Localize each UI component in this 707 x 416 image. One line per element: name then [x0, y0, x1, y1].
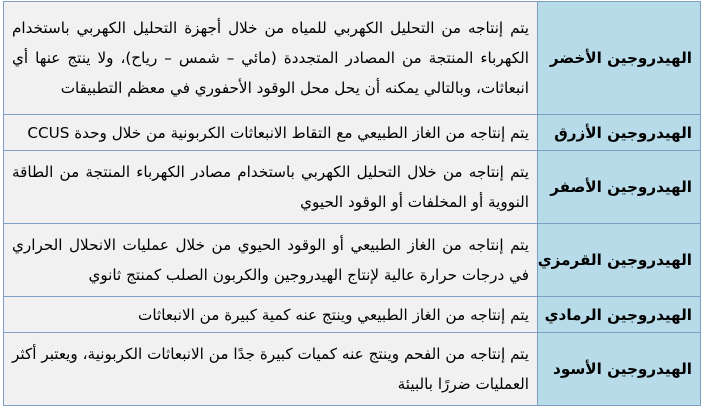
term-green-hydrogen: الهيدروجين الأخضر: [538, 2, 701, 115]
term-yellow-hydrogen: الهيدروجين الأصفر: [538, 151, 701, 224]
desc-black-hydrogen: يتم إنتاجه من الفحم وينتج عنه كميات كبيرة جدًا من الانبعاثات الكربونية، ويعتبر أكثر العمليات ضررًا بالبيئة: [4, 333, 538, 406]
table-row: [4, 115, 701, 151]
desc-yellow-hydrogen: يتم إنتاجه من خلال التحليل الكهربي باستخدام مصادر الكهرباء المنتجة من الطاقة النووية أو المخلفات أو الوقود الحيوي: [4, 151, 538, 224]
desc-green-hydrogen: يتم إنتاجه من التحليل الكهربي للمياه من خلال أجهزة التحليل الكهربي باستخدام الكهرباء المنتجة من المصادر المتجددة (مائي – شمس – رياح)، ولا ينتج عنها أي انبعاثات، وبالتالي يمكنه أن يحل محل الوقود الأحفوري في معظم التطبيقات: [4, 2, 538, 115]
table-row: [4, 333, 701, 406]
term-blue-hydrogen: الهيدروجين الأزرق: [538, 115, 701, 151]
desc-crimson-hydrogen: يتم إنتاجه من الغاز الطبيعي أو الوقود الحيوي من خلال عمليات الانحلال الحراري في درجات حرارة عالية لإنتاج الهيدروجين والكربون الصلب كمنتج ثانوي: [4, 224, 538, 297]
table-row: [4, 297, 701, 333]
table-row: [4, 2, 701, 115]
term-gray-hydrogen: الهيدروجين الرمادي: [538, 297, 701, 333]
term-crimson-hydrogen: الهيدروجين القرمزي: [538, 224, 701, 297]
table-row: [4, 151, 701, 224]
desc-blue-hydrogen: يتم إنتاجه من الغاز الطبيعي مع التقاط الانبعاثات الكربونية من خلال وحدة CCUS: [4, 115, 538, 151]
desc-gray-hydrogen: يتم إنتاجه من الغاز الطبيعي وينتج عنه كمية كبيرة من الانبعاثات: [4, 297, 538, 333]
term-black-hydrogen: الهيدروجين الأسود: [538, 333, 701, 406]
table-row: [4, 224, 701, 297]
hydrogen-types-table: [3, 1, 701, 406]
